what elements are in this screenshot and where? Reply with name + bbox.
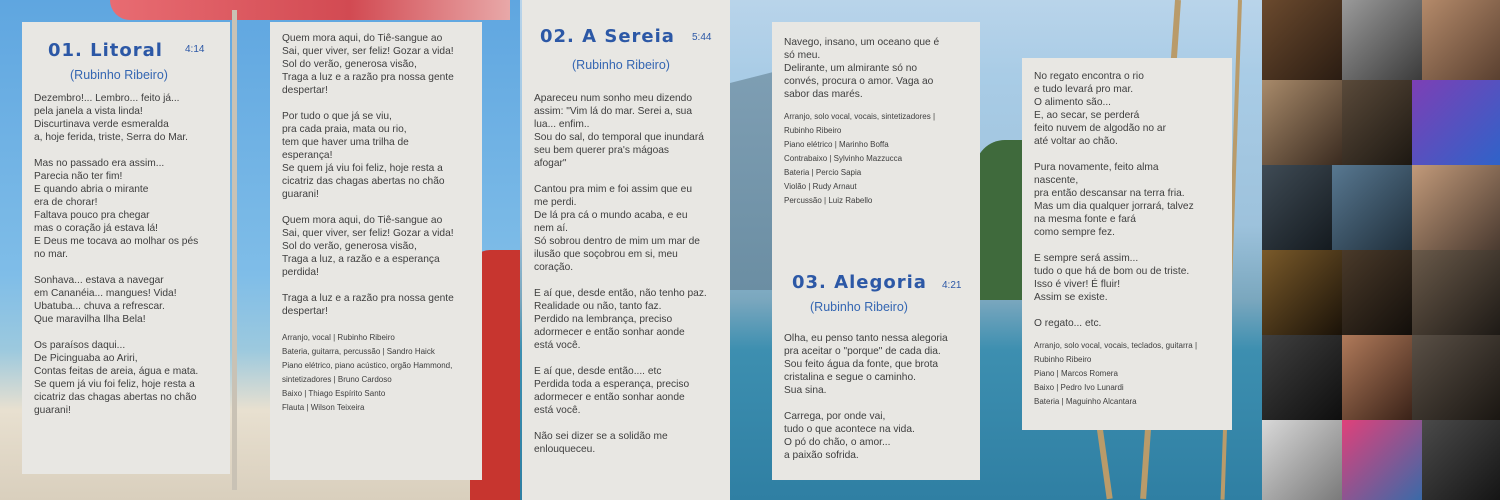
lyric-line: Quem mora aqui, do Tiê-sangue ao [282, 33, 443, 44]
stanza [784, 410, 948, 462]
credit-line: Flauta | Wilson Teixeira [282, 403, 365, 412]
lyric-line: sabor das marés. [784, 89, 863, 100]
credit-line: sintetizadores | Bruno Cardoso [282, 375, 392, 384]
lyric-line: Que maravilha Ilha Bela! [34, 314, 146, 325]
stanza [282, 214, 474, 279]
lyric-line: E Deus me tocava ao molhar os pés [34, 236, 199, 247]
lyric-line: me perdi. [534, 197, 577, 208]
lyric-line: E aí que, desde então, não tenho paz. [534, 288, 707, 299]
lyric-line: Perdida toda a esperança, preciso [534, 379, 690, 390]
lyric-line: pela janela a vista linda! [34, 106, 143, 117]
musician-photo [1412, 165, 1500, 250]
lyric-line: E aí que, desde então.... etc [534, 366, 662, 377]
lyric-line: Sou feito água da fonte, que brota [784, 359, 939, 370]
lyric-line: tudo o que acontece na vida. [784, 424, 915, 435]
lyric-line: adormecer e então sonhar aonde [534, 327, 685, 338]
stanza [1034, 70, 1224, 148]
lyric-line: até voltar ao chão. [1034, 136, 1118, 147]
musician-photo-mosaic [1262, 0, 1500, 500]
musician-photo [1342, 420, 1422, 500]
credit-line: Rubinho Ribeiro [784, 126, 842, 135]
lyric-line: adormecer e então sonhar aonde [534, 392, 685, 403]
song-duration: 4:14 [185, 44, 205, 55]
lyric-line: convés, procura o amor. Vaga ao [784, 76, 934, 87]
stanza [534, 365, 722, 417]
lyric-line: Navego, insano, um oceano que é [784, 37, 940, 48]
stanza [282, 110, 474, 201]
musician-photo [1332, 165, 1412, 250]
lyric-line: Dezembro!... Lembro... feito já... [34, 93, 180, 104]
lyric-line: Delirante, um almirante só no [784, 63, 918, 74]
lyric-line: despertar! [282, 85, 328, 96]
lyrics-body [784, 36, 972, 101]
credit-line: Bateria, guitarra, percussão | Sandro Haick [282, 347, 435, 356]
lyrics-panel-litoral-1 [22, 22, 230, 474]
lyric-line: Sai, quer viver, ser feliz! Gozar a vida! [282, 46, 454, 57]
musician-photo [1262, 250, 1342, 335]
lyric-line: a, hoje ferida, triste, Serra do Mar. [34, 132, 189, 143]
lyrics-body [282, 32, 474, 318]
lyric-line: e tudo levará pro mar. [1034, 84, 1134, 95]
lyric-line: De lá pra cá o mundo acaba, e eu [534, 210, 688, 221]
lyric-line: a paixão sofrida. [784, 450, 859, 461]
lyric-line: Não sei dizer se a solidão me [534, 431, 668, 442]
lyric-line: Traga a luz e a razão pra nossa gente [282, 293, 454, 304]
musician-photo [1342, 80, 1412, 165]
lyric-line: despertar! [282, 306, 328, 317]
stanza [1034, 317, 1224, 330]
lyric-line: Olha, eu penso tanto nessa alegoria [784, 333, 948, 344]
lyric-line: Realidade ou não, tanto faz. [534, 301, 662, 312]
lyric-line: E, ao secar, se perderá [1034, 110, 1140, 121]
lyric-line: mas o coração já estava lá! [34, 223, 159, 234]
lyric-line: está você. [534, 340, 581, 351]
lyric-line: coração. [534, 262, 574, 273]
lyric-line: Sol do verão, generosa visão, [282, 241, 417, 252]
lyric-line: O regato... etc. [1034, 318, 1102, 329]
lyric-line: Traga a luz, a razão e a esperança [282, 254, 440, 265]
lyric-line: guarani! [282, 189, 319, 200]
lyric-line: como sempre fez. [1034, 227, 1115, 238]
lyric-line: Sonhava... estava a navegar [34, 275, 164, 286]
lyric-line: Se quem já viu foi feliz, hoje resta a [282, 163, 443, 174]
lyric-line: Traga a luz e a razão pra nossa gente [282, 72, 454, 83]
credit-line: Piano elétrico | Marinho Boffa [784, 140, 889, 149]
lyric-line: no mar. [34, 249, 68, 260]
lyrics-body [784, 332, 948, 475]
credit-line: Baixo | Pedro Ivo Lunardi [1034, 383, 1124, 392]
song-composer: (Rubinho Ribeiro) [810, 300, 908, 314]
stanza [34, 339, 220, 417]
lyric-line: Ubatuba... chuva a refrescar. [34, 301, 165, 312]
lyric-line: Cantou pra mim e foi assim que eu [534, 184, 692, 195]
lyric-line: perdida! [282, 267, 319, 278]
lyric-line: Se quem já viu foi feliz, hoje resta a [34, 379, 195, 390]
song-credits [282, 331, 474, 415]
credit-line: Bateria | Maguinho Alcantara [1034, 397, 1137, 406]
lyric-line: Assim se existe. [1034, 292, 1108, 303]
lyrics-body [534, 92, 722, 456]
musician-photo [1422, 0, 1500, 80]
stanza [534, 430, 722, 456]
lyric-line: Carrega, por onde vai, [784, 411, 886, 422]
stanza [34, 157, 220, 261]
credit-line: Bateria | Percio Sapia [784, 168, 862, 177]
musician-photo [1342, 250, 1412, 335]
credit-line: Violão | Rudy Arnaut [784, 182, 857, 191]
musician-photo [1412, 250, 1500, 335]
lyric-line: cristalina e segue o caminho. [784, 372, 916, 383]
stanza [34, 92, 220, 144]
musician-photo [1262, 335, 1342, 420]
lyric-line: assim: "Vim lá do mar. Serei a, sua [534, 106, 692, 117]
lyric-line: Perdido na lembrança, preciso [534, 314, 673, 325]
credit-line: Arranjo, solo vocal, vocais, teclados, guitarra | [1034, 341, 1198, 350]
song-duration: 4:21 [942, 280, 962, 291]
lyric-line: ilusão que soçobrou em si, meu [534, 249, 678, 260]
lyric-line: Apareceu num sonho meu dizendo [534, 93, 693, 104]
stanza [534, 183, 722, 274]
lyric-line: Faltava pouco pra chegar [34, 210, 150, 221]
lyric-line: Mas um dia qualquer jorrará, talvez [1034, 201, 1194, 212]
lyric-line: Sai, quer viver, ser feliz! Gozar a vida! [282, 228, 454, 239]
lyric-line: Parecia não ter fim! [34, 171, 123, 182]
lyrics-panel-sereia [522, 0, 730, 500]
song-title: 03. Alegoria [792, 272, 927, 293]
lyric-line: está você. [534, 405, 581, 416]
lyric-line: nascente, [1034, 175, 1079, 186]
lyric-line: Sol do verão, generosa visão, [282, 59, 417, 70]
lyric-line: na mesma fonte e fará [1034, 214, 1136, 225]
lyrics-panel-litoral-2 [270, 22, 482, 480]
lyrics-body [34, 92, 220, 417]
lyric-line: No regato encontra o rio [1034, 71, 1144, 82]
lyric-line: tem que haver uma trilha de [282, 137, 409, 148]
song-credits [1034, 339, 1224, 409]
lyric-line: afogar" [534, 158, 567, 169]
stanza [784, 36, 972, 101]
lyric-line: pra então descansar na terra fria. [1034, 188, 1185, 199]
lyric-line: O pó do chão, o amor... [784, 437, 891, 448]
credit-line: Percussão | Luiz Rabello [784, 196, 873, 205]
credit-line: Rubinho Ribeiro [1034, 355, 1092, 364]
lyric-line: Quem mora aqui, do Tiê-sangue ao [282, 215, 443, 226]
musician-photo [1262, 165, 1332, 250]
lyric-line: pra aceitar o "porque" de cada dia. [784, 346, 941, 357]
lyric-line: Os paraísos daqui... [34, 340, 126, 351]
lyric-line: tudo o que há de bom ou de triste. [1034, 266, 1190, 277]
credit-line: Arranjo, vocal | Rubinho Ribeiro [282, 333, 395, 342]
lyric-line: De Picinguaba ao Ariri, [34, 353, 138, 364]
lyric-line: Pura novamente, feito alma [1034, 162, 1159, 173]
lyrics-panel-alegoria-2 [1022, 58, 1232, 430]
song-title: 01. Litoral [48, 40, 163, 61]
song-credits [784, 110, 972, 208]
stanza [534, 287, 722, 352]
lyric-line: esperança! [282, 150, 333, 161]
musician-photo [1262, 420, 1342, 500]
song-duration: 5:44 [692, 32, 712, 43]
lyric-line: Mas no passado era assim... [34, 158, 165, 169]
musician-photo [1342, 335, 1412, 420]
lyric-line: enlouqueceu. [534, 444, 596, 455]
lyric-line: cicatriz das chagas abertas no chão [34, 392, 197, 403]
lyric-line: Só sobrou dentro de mim um mar de [534, 236, 700, 247]
lyric-line: Sua sina. [784, 385, 827, 396]
musician-photo [1412, 335, 1500, 420]
stanza [282, 32, 474, 97]
song-composer: (Rubinho Ribeiro) [70, 68, 168, 82]
lyric-line: em Cananéia... mangues! Vida! [34, 288, 177, 299]
credit-line: Contrabaixo | Sylvinho Mazzucca [784, 154, 903, 163]
lyric-line: nem aí. [534, 223, 568, 234]
musician-photo [1262, 80, 1342, 165]
lyrics-panel-sereia-alegoria [772, 22, 980, 480]
musician-photo [1422, 420, 1500, 500]
credit-line: Arranjo, solo vocal, vocais, sintetizadores | [784, 112, 936, 121]
fishing-rod-graphic [232, 10, 237, 490]
credit-line: Piano elétrico, piano acústico, orgão Hammond, [282, 361, 453, 370]
stanza [34, 274, 220, 326]
lyric-line: Por tudo o que já se viu, [282, 111, 392, 122]
lyric-line: cicatriz das chagas abertas no chão [282, 176, 445, 187]
stanza [1034, 161, 1224, 239]
song-title: 02. A Sereia [540, 26, 675, 47]
stanza [282, 292, 474, 318]
song-composer: (Rubinho Ribeiro) [572, 58, 670, 72]
lyric-line: feito nuvem de algodão no ar [1034, 123, 1166, 134]
lyric-line: E quando abria o mirante [34, 184, 149, 195]
stanza [784, 332, 948, 397]
lyric-line: Isso é viver! É fluir! [1034, 279, 1121, 290]
musician-photo [1412, 80, 1500, 165]
lyric-line: Sou do sal, do temporal que inundará [534, 132, 704, 143]
lyric-line: guarani! [34, 405, 71, 416]
lyric-line: pra cada praia, mata ou rio, [282, 124, 407, 135]
lyric-line: O alimento são... [1034, 97, 1112, 108]
lyric-line: E sempre será assim... [1034, 253, 1139, 264]
lyrics-body [1034, 70, 1224, 330]
lyric-line: só meu. [784, 50, 821, 61]
stanza [534, 92, 722, 170]
stanza [1034, 252, 1224, 304]
lyric-line: seu bem querer pra's mágoas [534, 145, 670, 156]
lyric-line: Contas feitas de areia, água e mata. [34, 366, 199, 377]
lyric-line: Discurtinava verde esmeralda [34, 119, 169, 130]
lyric-line: era de chorar! [34, 197, 98, 208]
musician-photo [1262, 0, 1342, 80]
lyric-line: lua... enfim.. [534, 119, 590, 130]
credit-line: Baixo | Thiago Espírito Santo [282, 389, 386, 398]
musician-photo [1342, 0, 1422, 80]
umbrella-graphic [110, 0, 510, 20]
credit-line: Piano | Marcos Romera [1034, 369, 1118, 378]
